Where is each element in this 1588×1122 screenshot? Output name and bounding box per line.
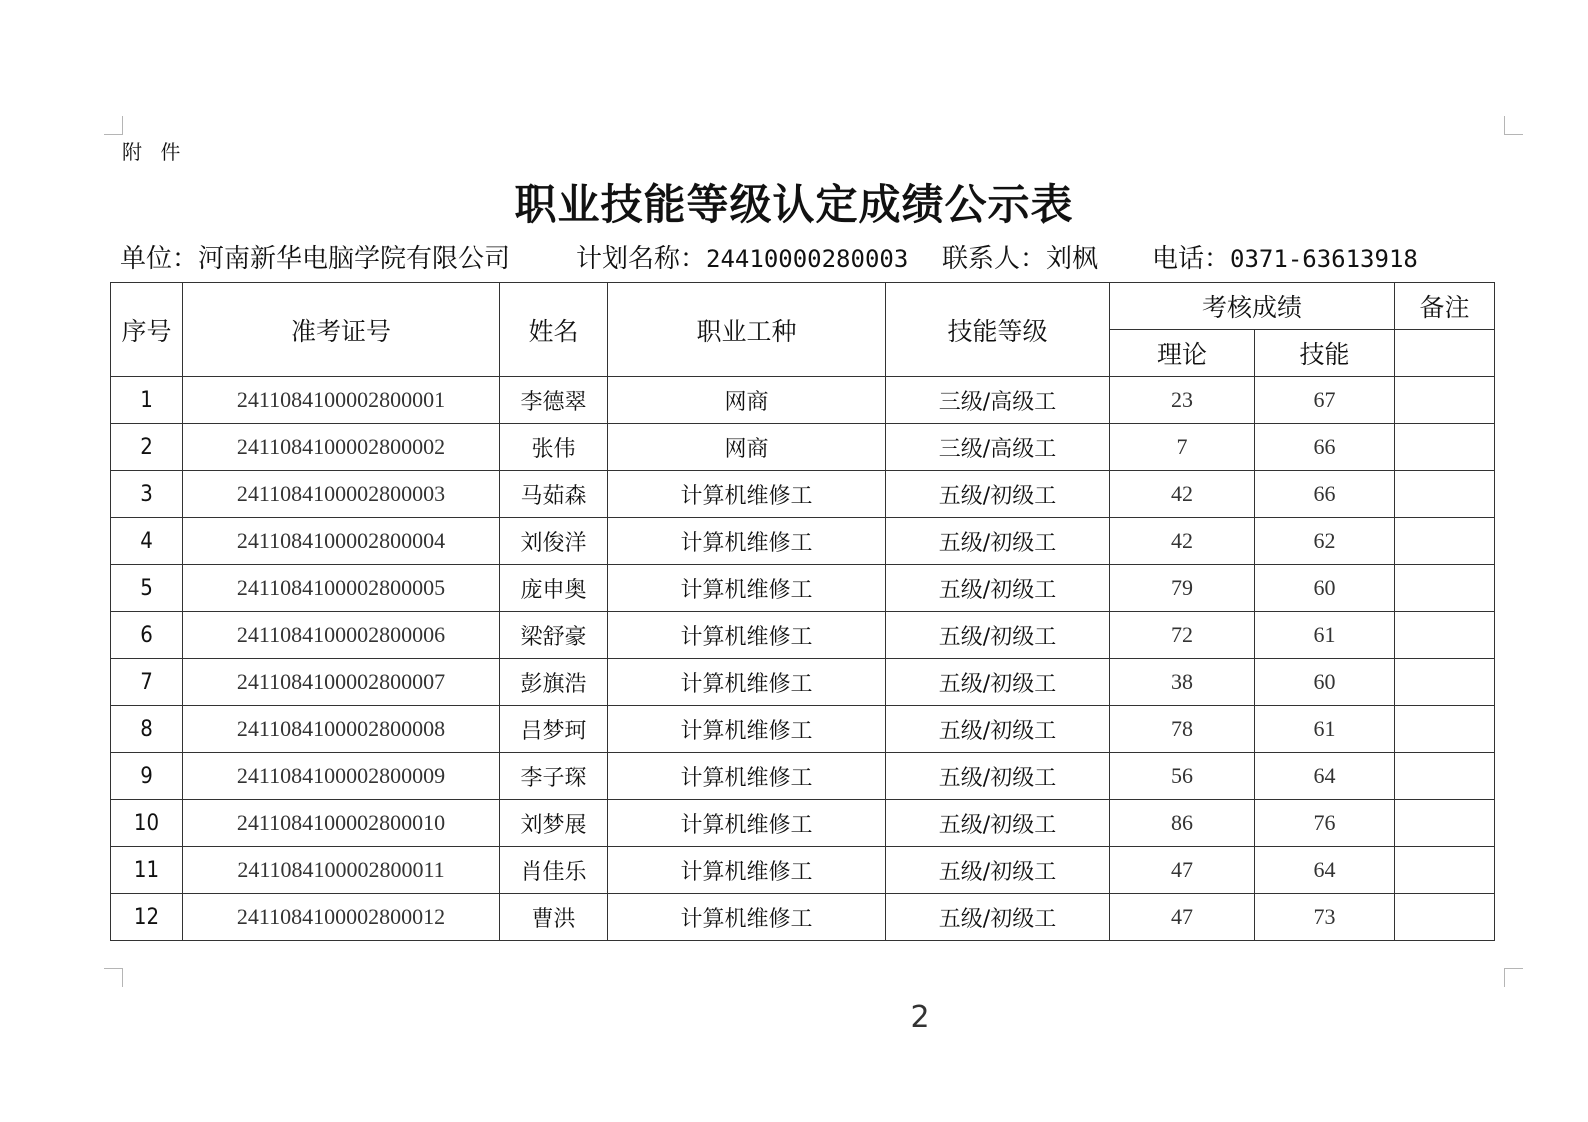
cell-occupation: 网商 xyxy=(608,424,886,471)
unit-value: 河南新华电脑学院有限公司 xyxy=(198,244,511,274)
cell-index: 6 xyxy=(111,612,183,659)
page-corner-mark xyxy=(1504,968,1523,987)
cell-index: 9 xyxy=(111,753,183,800)
cell-skill: 60 xyxy=(1255,659,1395,706)
cell-name: 李德翠 xyxy=(500,377,608,424)
header-scores: 考核成绩 xyxy=(1110,283,1395,330)
cell-name: 马茹森 xyxy=(500,471,608,518)
attachment-label: 附 件 xyxy=(122,140,187,164)
cell-theory: 47 xyxy=(1110,847,1255,894)
cell-occupation: 计算机维修工 xyxy=(608,518,886,565)
contact-info xyxy=(942,238,1098,275)
cell-occupation: 计算机维修工 xyxy=(608,894,886,941)
cell-level: 五级/初级工 xyxy=(886,706,1110,753)
cell-index: 2 xyxy=(111,424,183,471)
cell-remark xyxy=(1395,377,1495,424)
cell-level: 五级/初级工 xyxy=(886,753,1110,800)
cell-theory: 79 xyxy=(1110,565,1255,612)
cell-ticket: 2411084100002800008 xyxy=(183,706,500,753)
table-row xyxy=(111,377,1495,424)
cell-level: 五级/初级工 xyxy=(886,518,1110,565)
cell-occupation: 计算机维修工 xyxy=(608,706,886,753)
page-number: 2 xyxy=(910,1000,930,1035)
phone-value: 0371-63613918 xyxy=(1230,245,1418,273)
contact-value: 刘枫 xyxy=(1046,244,1099,274)
cell-theory: 23 xyxy=(1110,377,1255,424)
header-ticket: 准考证号 xyxy=(183,283,500,377)
cell-skill: 67 xyxy=(1255,377,1395,424)
cell-occupation: 网商 xyxy=(608,377,886,424)
table-row xyxy=(111,659,1495,706)
cell-occupation: 计算机维修工 xyxy=(608,800,886,847)
cell-skill: 76 xyxy=(1255,800,1395,847)
cell-index: 11 xyxy=(111,847,183,894)
cell-remark xyxy=(1395,847,1495,894)
header-remark-blank xyxy=(1395,330,1495,377)
cell-remark xyxy=(1395,471,1495,518)
cell-occupation: 计算机维修工 xyxy=(608,471,886,518)
unit-label: 单位： xyxy=(120,244,199,274)
cell-theory: 56 xyxy=(1110,753,1255,800)
cell-index: 1 xyxy=(111,377,183,424)
phone-info xyxy=(1152,238,1418,275)
header-skill: 技能 xyxy=(1255,330,1395,377)
cell-name: 刘俊洋 xyxy=(500,518,608,565)
cell-theory: 42 xyxy=(1110,518,1255,565)
table-row xyxy=(111,565,1495,612)
cell-name: 李子琛 xyxy=(500,753,608,800)
table-row xyxy=(111,424,1495,471)
phone-label: 电话： xyxy=(1152,244,1231,274)
page-corner-mark xyxy=(1504,116,1523,135)
cell-remark xyxy=(1395,612,1495,659)
cell-skill: 66 xyxy=(1255,471,1395,518)
cell-name: 梁舒豪 xyxy=(500,612,608,659)
cell-occupation: 计算机维修工 xyxy=(608,659,886,706)
table-row xyxy=(111,518,1495,565)
cell-occupation: 计算机维修工 xyxy=(608,565,886,612)
table-row xyxy=(111,894,1495,941)
cell-skill: 66 xyxy=(1255,424,1395,471)
cell-name: 庞申奥 xyxy=(500,565,608,612)
cell-index: 8 xyxy=(111,706,183,753)
cell-level: 三级/高级工 xyxy=(886,377,1110,424)
cell-name: 肖佳乐 xyxy=(500,847,608,894)
plan-value: 24410000280003 xyxy=(706,245,909,273)
table-row xyxy=(111,471,1495,518)
cell-theory: 78 xyxy=(1110,706,1255,753)
cell-theory: 72 xyxy=(1110,612,1255,659)
cell-ticket: 2411084100002800001 xyxy=(183,377,500,424)
page-corner-mark xyxy=(104,968,123,987)
cell-ticket: 2411084100002800004 xyxy=(183,518,500,565)
unit-info xyxy=(120,238,510,275)
cell-index: 4 xyxy=(111,518,183,565)
cell-name: 彭旗浩 xyxy=(500,659,608,706)
cell-remark xyxy=(1395,659,1495,706)
cell-skill: 61 xyxy=(1255,706,1395,753)
cell-ticket: 2411084100002800012 xyxy=(183,894,500,941)
cell-level: 五级/初级工 xyxy=(886,659,1110,706)
cell-ticket: 2411084100002800010 xyxy=(183,800,500,847)
cell-name: 曹洪 xyxy=(500,894,608,941)
cell-ticket: 2411084100002800005 xyxy=(183,565,500,612)
cell-theory: 42 xyxy=(1110,471,1255,518)
table-row xyxy=(111,753,1495,800)
cell-remark xyxy=(1395,706,1495,753)
table-row xyxy=(111,706,1495,753)
header-remark: 备注 xyxy=(1395,283,1495,330)
table-row xyxy=(111,847,1495,894)
table-header xyxy=(111,283,1495,377)
cell-skill: 60 xyxy=(1255,565,1395,612)
cell-skill: 64 xyxy=(1255,847,1395,894)
plan-label: 计划名称： xyxy=(576,244,707,274)
page-corner-mark xyxy=(104,116,123,135)
cell-name: 张伟 xyxy=(500,424,608,471)
cell-remark xyxy=(1395,518,1495,565)
cell-remark xyxy=(1395,424,1495,471)
cell-level: 五级/初级工 xyxy=(886,894,1110,941)
table-row xyxy=(111,800,1495,847)
cell-occupation: 计算机维修工 xyxy=(608,847,886,894)
cell-theory: 7 xyxy=(1110,424,1255,471)
cell-level: 五级/初级工 xyxy=(886,612,1110,659)
cell-level: 三级/高级工 xyxy=(886,424,1110,471)
contact-label: 联系人： xyxy=(942,244,1047,274)
header-occupation: 职业工种 xyxy=(608,283,886,377)
cell-index: 3 xyxy=(111,471,183,518)
cell-theory: 38 xyxy=(1110,659,1255,706)
cell-ticket: 2411084100002800011 xyxy=(183,847,500,894)
header-name: 姓名 xyxy=(500,283,608,377)
page-title: 职业技能等级认定成绩公示表 xyxy=(514,180,1074,229)
cell-index: 7 xyxy=(111,659,183,706)
cell-ticket: 2411084100002800002 xyxy=(183,424,500,471)
table-body xyxy=(111,377,1495,941)
cell-index: 10 xyxy=(111,800,183,847)
table-row xyxy=(111,612,1495,659)
cell-skill: 64 xyxy=(1255,753,1395,800)
cell-theory: 86 xyxy=(1110,800,1255,847)
cell-index: 12 xyxy=(111,894,183,941)
cell-ticket: 2411084100002800009 xyxy=(183,753,500,800)
cell-remark xyxy=(1395,894,1495,941)
cell-skill: 73 xyxy=(1255,894,1395,941)
cell-ticket: 2411084100002800007 xyxy=(183,659,500,706)
header-theory: 理论 xyxy=(1110,330,1255,377)
cell-remark xyxy=(1395,800,1495,847)
cell-skill: 61 xyxy=(1255,612,1395,659)
cell-name: 吕梦珂 xyxy=(500,706,608,753)
cell-skill: 62 xyxy=(1255,518,1395,565)
cell-ticket: 2411084100002800003 xyxy=(183,471,500,518)
cell-ticket: 2411084100002800006 xyxy=(183,612,500,659)
cell-name: 刘梦展 xyxy=(500,800,608,847)
score-table xyxy=(110,282,1495,941)
cell-level: 五级/初级工 xyxy=(886,800,1110,847)
cell-remark xyxy=(1395,753,1495,800)
header-level: 技能等级 xyxy=(886,283,1110,377)
cell-level: 五级/初级工 xyxy=(886,471,1110,518)
cell-theory: 47 xyxy=(1110,894,1255,941)
cell-index: 5 xyxy=(111,565,183,612)
cell-remark xyxy=(1395,565,1495,612)
plan-info xyxy=(576,238,908,275)
cell-level: 五级/初级工 xyxy=(886,847,1110,894)
cell-occupation: 计算机维修工 xyxy=(608,753,886,800)
cell-occupation: 计算机维修工 xyxy=(608,612,886,659)
header-index: 序号 xyxy=(111,283,183,377)
cell-level: 五级/初级工 xyxy=(886,565,1110,612)
